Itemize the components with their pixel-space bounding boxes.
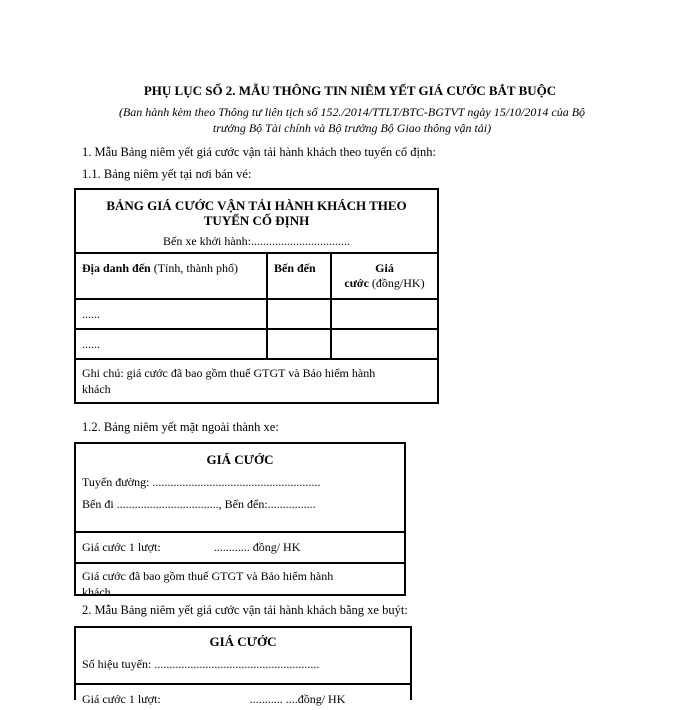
box3-fare-label: Giá cước 1 lượt: <box>82 692 161 706</box>
table1-row-1-station <box>267 299 331 329</box>
table-row <box>75 299 438 329</box>
table1-header-cell <box>75 189 438 253</box>
page-title: PHỤ LỤC SỐ 2. MẪU THÔNG TIN NIÊM YẾT GIÁ CƯỚC BẮT BUỘC <box>143 83 557 98</box>
box2-stations: Bến đi .................................., Bến đến:................ <box>82 497 316 511</box>
vehicle-exterior-fare-box <box>74 442 406 599</box>
box3-heading: GIÁ CƯỚC <box>209 634 277 649</box>
box2-route: Tuyến đường: ........................................................ <box>82 475 321 489</box>
box2-info-section <box>76 444 404 531</box>
box3-info-section <box>76 628 410 683</box>
page-subtitle <box>82 104 622 136</box>
section-2-heading: 2. Mẫu Bảng niêm yết giá cước vận tải hành khách bằng xe buýt: <box>82 603 408 617</box>
box2-note <box>76 562 404 603</box>
fixed-route-fare-table <box>74 188 439 404</box>
col-destination-bold: Địa danh đến <box>82 261 151 275</box>
table1-row-2-destination: ...... <box>75 329 267 359</box>
box3-fare-value: ........... ....đồng/ HK <box>249 692 346 706</box>
box2-note-line-2: khách <box>82 585 111 599</box>
table1-row-2-fare <box>331 329 438 359</box>
table1-col-destination <box>75 253 267 299</box>
col-destination-rest: (Tỉnh, thành phố) <box>150 261 239 275</box>
section-1-2-heading: 1.2. Bảng niêm yết mặt ngoài thành xe: <box>82 420 279 434</box>
table1-col-fare <box>331 253 438 299</box>
box3-route-number: Số hiệu tuyến: ....................................................... <box>82 657 320 671</box>
box2-note-line-1: Giá cước đã bao gồm thuế GTGT và Bảo hiểm hành <box>82 569 334 583</box>
table1-col-arrival-station: Bến đến <box>267 253 331 299</box>
col-fare-bold-2: cước <box>344 276 369 290</box>
table1-note-line-2: khách <box>82 382 111 396</box>
bus-fare-box <box>74 626 412 706</box>
box3-fare-row <box>76 683 410 710</box>
col-fare-rest: (đồng/HK) <box>368 276 425 290</box>
table1-row-1-fare <box>331 299 438 329</box>
col-fare-bold-1: Giá <box>375 261 394 275</box>
table1-heading-line-1: BẢNG GIÁ CƯỚC VẬN TẢI HÀNH KHÁCH THEO <box>106 198 407 213</box>
section-1-heading: 1. Mẫu Bảng niêm yết giá cước vận tải hành khách theo tuyến cố định: <box>82 145 436 159</box>
table1-departure-station: Bến xe khởi hành:................................. <box>163 234 350 248</box>
section-1-1-heading: 1.1. Bảng niêm yết tại nơi bán vé: <box>82 167 252 181</box>
subtitle-line-2: trưởng Bộ Tài chính và Bộ trưởng Bộ Giao thông vận tải) <box>212 121 492 135</box>
table1-row-2-station <box>267 329 331 359</box>
box2-fare-label: Giá cước 1 lượt: <box>82 540 161 554</box>
table1-heading-line-2: TUYẾN CỐ ĐỊNH <box>203 213 310 228</box>
box2-heading: GIÁ CƯỚC <box>206 452 274 467</box>
table1-row-1-destination: ...... <box>75 299 267 329</box>
table1-note-line-1: Ghi chú: giá cước đã bao gồm thuế GTGT và Bảo hiểm hành <box>82 366 376 380</box>
subtitle-line-1: (Ban hành kèm theo Thông tư liên tịch số 152./2014/TTLT/BTC-BGTVT ngày 15/10/2014 của Bộ <box>118 105 586 119</box>
table-row <box>75 329 438 359</box>
box2-fare-value: ............ đồng/ HK <box>213 540 301 554</box>
table1-note <box>75 359 438 403</box>
box2-fare-row <box>76 531 404 562</box>
